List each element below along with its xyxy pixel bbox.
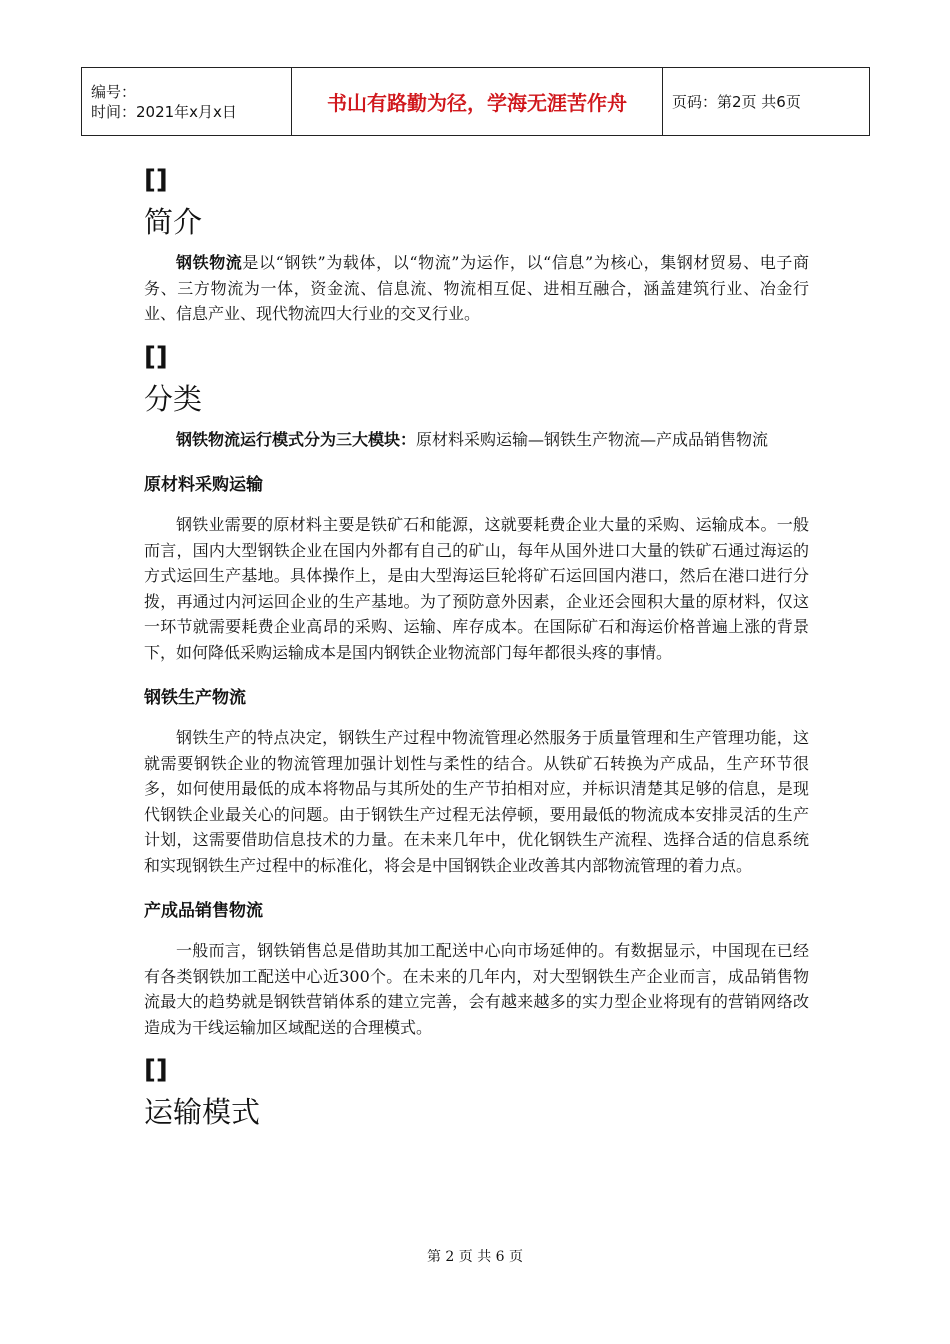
motto: 书山有路勤为径，学海无涯苦作舟 [292, 68, 663, 136]
transport-heading: 运输模式 [144, 1095, 261, 1129]
time-label: 时间：2021年x月x日 [91, 102, 237, 121]
class-paragraph [144, 427, 809, 453]
sub3-heading: 产成品销售物流 [144, 901, 263, 921]
header-meta-cell [82, 68, 292, 136]
sub2-paragraph: 钢铁生产的特点决定，钢铁生产过程中物流管理必然服务于质量管理和生产管理功能，这就需要钢铁企业的物流管理加强计划性与柔性的结合。从铁矿石转换为产成品，生产环节很多，如何使用最低的成本将物品与其所处的生产节拍相对应，并标识清楚其足够的信息，是现代钢铁企业最关心的问题。由于钢铁生产过程无法停顿，要用最低的物流成本安排灵活的生产计划，这需要借助信息技术的力量。在未来几年中，优化钢铁生产流程、选择合适的信息系统和实现钢铁生产过程中的标准化，将会是中国钢铁企业改善其内部物流管理的着力点。 [144, 728, 809, 875]
document-body [144, 160, 809, 1140]
section-marker: [] [144, 341, 168, 372]
intro-text: 是以“钢铁”为载体，以“物流”为运作，以“信息”为核心，集钢材贸易、电子商务、三方物流为一体，资金流、信息流、物流相互促、进相互融合，涵盖建筑行业、冶金行业、信息产业、现代物流四大行业的交叉行业。 [144, 253, 809, 323]
sub2-heading: 钢铁生产物流 [144, 688, 246, 708]
sub1-paragraph: 钢铁业需要的原材料主要是铁矿石和能源，这就要耗费企业大量的采购、运输成本。一般而言，国内大型钢铁企业在国内外都有自己的矿山，每年从国外进口大量的铁矿石通过海运的方式运回生产基地。具体操作上，是由大型海运巨轮将矿石运回国内港口，然后在港口进行分拨，再通过内河运回企业的生产基地。为了预防意外因素，企业还会囤积大量的原材料，仅这一环节就需要耗费企业高昂的采购、运输、库存成本。在国际矿石和海运价格普遍上涨的背景下，如何降低采购运输成本是国内钢铁企业物流部门每年都很头疼的事情。 [144, 515, 809, 662]
section-marker: [] [144, 165, 168, 195]
class-text: 原材料采购运输—钢铁生产物流—产成品销售物流 [416, 429, 769, 449]
intro-bold: 钢铁物流 [176, 253, 243, 272]
class-bold: 钢铁物流运行模式分为三大模块： [176, 429, 417, 449]
sub1-heading: 原材料采购运输 [144, 475, 263, 495]
sub3-paragraph: 一般而言，钢铁销售总是借助其加工配送中心向市场延伸的。有数据显示，中国现在已经有各类钢铁加工配送中心近300个。在未来的几年内，对大型钢铁生产企业而言，成品销售物流最大的趋势就是钢铁营销体系的建立完善，会有越来越多的实力型企业将现有的营销网络改造成为干线运输加区域配送的合理模式。 [144, 941, 809, 1037]
page-info: 页码：第2页 共6页 [663, 68, 870, 136]
section-marker: [] [144, 1055, 168, 1085]
intro-heading: 简介 [144, 205, 203, 239]
intro-paragraph [144, 250, 809, 327]
class-heading: 分类 [144, 381, 203, 416]
header-table [81, 67, 870, 136]
page-footer: 第 2 页 共 6 页 [426, 1249, 524, 1265]
number-label: 编号： [91, 82, 137, 101]
